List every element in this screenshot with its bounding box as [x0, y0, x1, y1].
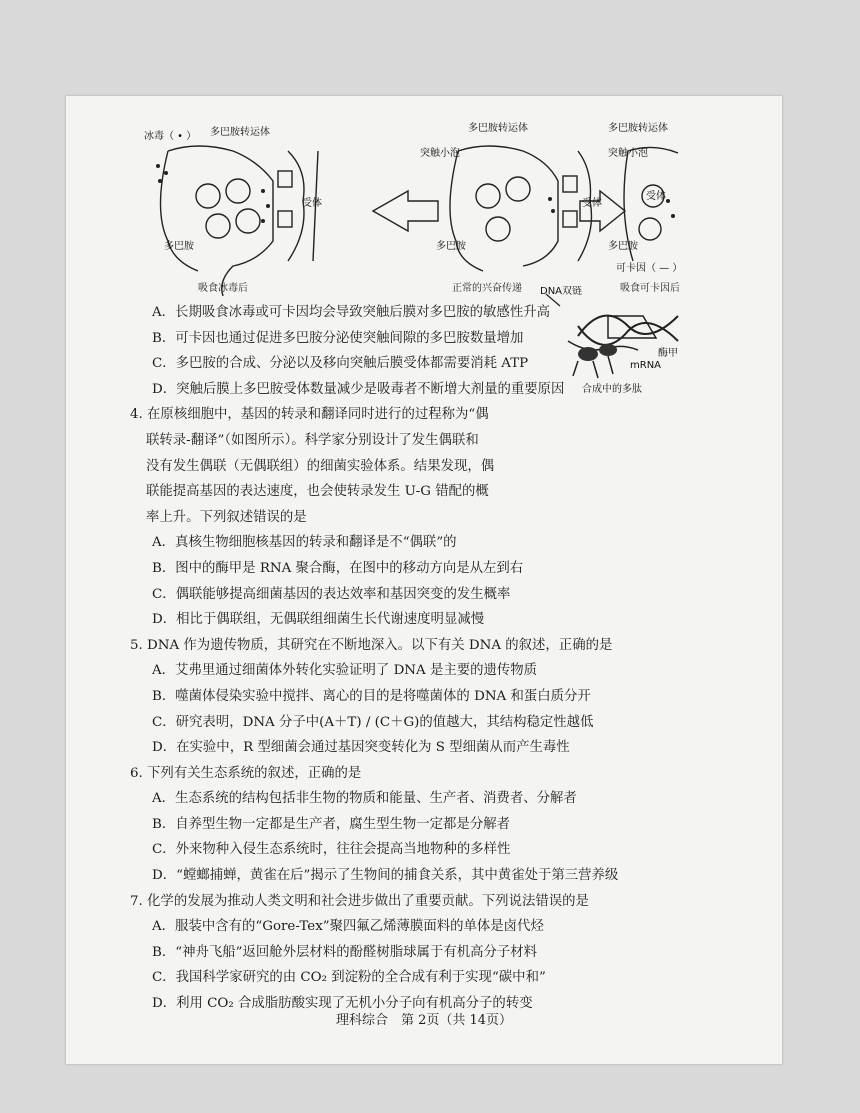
label-transporter-1: 多巴胺转运体: [210, 127, 270, 138]
q6-stem: 6. 下列有关生态系统的叙述，正确的是: [130, 765, 362, 781]
q5-option-d: D．在实验中，R 型细菌会通过基因突变转化为 S 型细菌从而产生毒性: [152, 740, 570, 756]
q5-option-a: A．艾弗里通过细菌体外转化实验证明了 DNA 是主要的遗传物质: [152, 663, 538, 679]
q7-option-d: D．利用 CO₂ 合成脂肪酸实现了无机小分子向有机高分子的转变: [152, 996, 533, 1012]
label-dna: DNA双链: [540, 286, 583, 297]
q3-option-a: A．长期吸食冰毒或可卡因均会导致突触后膜对多巴胺的敏感性升高: [152, 305, 550, 320]
q4-option-d: D．相比于偶联组，无偶联组细菌生长代谢速度明显减慢: [152, 612, 485, 628]
coupling-diagram-svg: [538, 286, 688, 396]
label-transporter-2: 多巴胺转运体: [468, 123, 528, 134]
q6-option-c: C．外来物种入侵生态系统时，往往会提高当地物种的多样性: [152, 842, 511, 858]
q4-option-b: B．图中的酶甲是 RNA 聚合酶，在图中的移动方向是从左到右: [152, 560, 524, 576]
q6-option-b: B．自养型生物一定都是生产者，腐生型生物一定都是分解者: [152, 816, 510, 832]
q4-stem-line-2: 联转录-翻译”（如图所示）。科学家分别设计了发生偶联和: [146, 432, 479, 448]
exam-page: [66, 96, 782, 1064]
q3-option-c: C．多巴胺的合成、分泌以及移向突触后膜受体都需要消耗 ATP: [152, 356, 529, 372]
q4-stem-line-4: 联能提高基因的表达速度，也会使转录发生 U-G 错配的概: [146, 484, 489, 500]
label-receptor-2: 受体: [582, 198, 602, 209]
label-mrna: mRNA: [630, 360, 662, 371]
label-vesicle-3: 突触小泡: [608, 148, 648, 159]
q4-option-a: A．真核生物细胞核基因的转录和翻译是不“偶联”的: [152, 535, 457, 551]
q4-stem: [130, 402, 630, 530]
q7-option-b: B．“神舟飞船”返回舱外层材料的酚醛树脂球属于有机高分子材料: [152, 944, 538, 960]
label-transporter-3: 多巴胺转运体: [608, 123, 668, 134]
q3-option-d: D．突触后膜上多巴胺受体数量减少是吸毒者不断增大剂量的重要原因: [152, 381, 565, 397]
page-footer: 理科综合 第 2页（共 14页）: [335, 1013, 513, 1028]
label-ice: 冰毒（ • ）: [144, 131, 197, 142]
q5-stem: 5. DNA 作为遗传物质，其研究在不断地深入。以下有关 DNA 的叙述，正确的是: [130, 637, 613, 653]
q6-option-a: A．生态系统的结构包括非生物的物质和能量、生产者、消费者、分解者: [152, 791, 577, 807]
synapse-figure: [138, 111, 698, 301]
caption-normal: 正常的兴奋传递: [452, 283, 522, 294]
q6-option-d: D．“螳螂捕蝉，黄雀在后”揭示了生物间的捕食关系，其中黄雀处于第三营养级: [152, 868, 619, 884]
label-peptide: 合成中的多肽: [582, 384, 642, 395]
q3-option-b: B．可卡因也通过促进多巴胺分泌使突触间隙的多巴胺数量增加: [152, 330, 524, 346]
label-cocaine: 可卡因（ — ）: [616, 263, 683, 274]
q7-option-c: C．我国科学家研究的由 CO₂ 到淀粉的全合成有利于实现“碳中和”: [152, 970, 546, 986]
q7-stem: 7. 化学的发展为推动人类文明和社会进步做出了重要贡献。下列说法错误的是: [130, 893, 589, 909]
caption-after-cocaine: 吸食可卡因后: [620, 283, 680, 294]
coupling-figure: [538, 286, 688, 396]
q5-option-c: C．研究表明，DNA 分子中(A＋T) / (C＋G)的值越大，其结构稳定性越低: [152, 714, 594, 730]
questions: [130, 300, 750, 1017]
caption-after-ice: 吸食冰毒后: [198, 283, 248, 294]
label-receptor-3: 受体: [646, 191, 666, 202]
label-enzyme: 酶甲: [658, 348, 678, 359]
q4-stem-line-3: 没有发生偶联（无偶联组）的细菌实验体系。结果发现，偶: [146, 458, 495, 474]
label-receptor-1: 受体: [302, 198, 322, 209]
q5-option-b: B．噬菌体侵染实验中搅拌、离心的目的是将噬菌体的 DNA 和蛋白质分开: [152, 688, 591, 704]
q4-option-c: C．偶联能够提高细菌基因的表达效率和基因突变的发生概率: [152, 586, 511, 602]
label-dopamine-2: 多巴胺: [436, 241, 466, 252]
q4-stem-line-5: 率上升。下列叙述错误的是: [146, 509, 307, 525]
q7-option-a: A．服装中含有的“Gore-Tex”聚四氟乙烯薄膜面料的单体是卤代烃: [152, 919, 544, 935]
synapse-diagrams-svg: [138, 111, 698, 301]
label-vesicle-2: 突触小泡: [420, 148, 460, 159]
label-dopamine-3: 多巴胺: [608, 241, 638, 252]
label-dopamine-1: 多巴胺: [164, 241, 194, 252]
q4-stem-line-1: 4. 在原核细胞中，基因的转录和翻译同时进行的过程称为“偶: [130, 407, 489, 423]
